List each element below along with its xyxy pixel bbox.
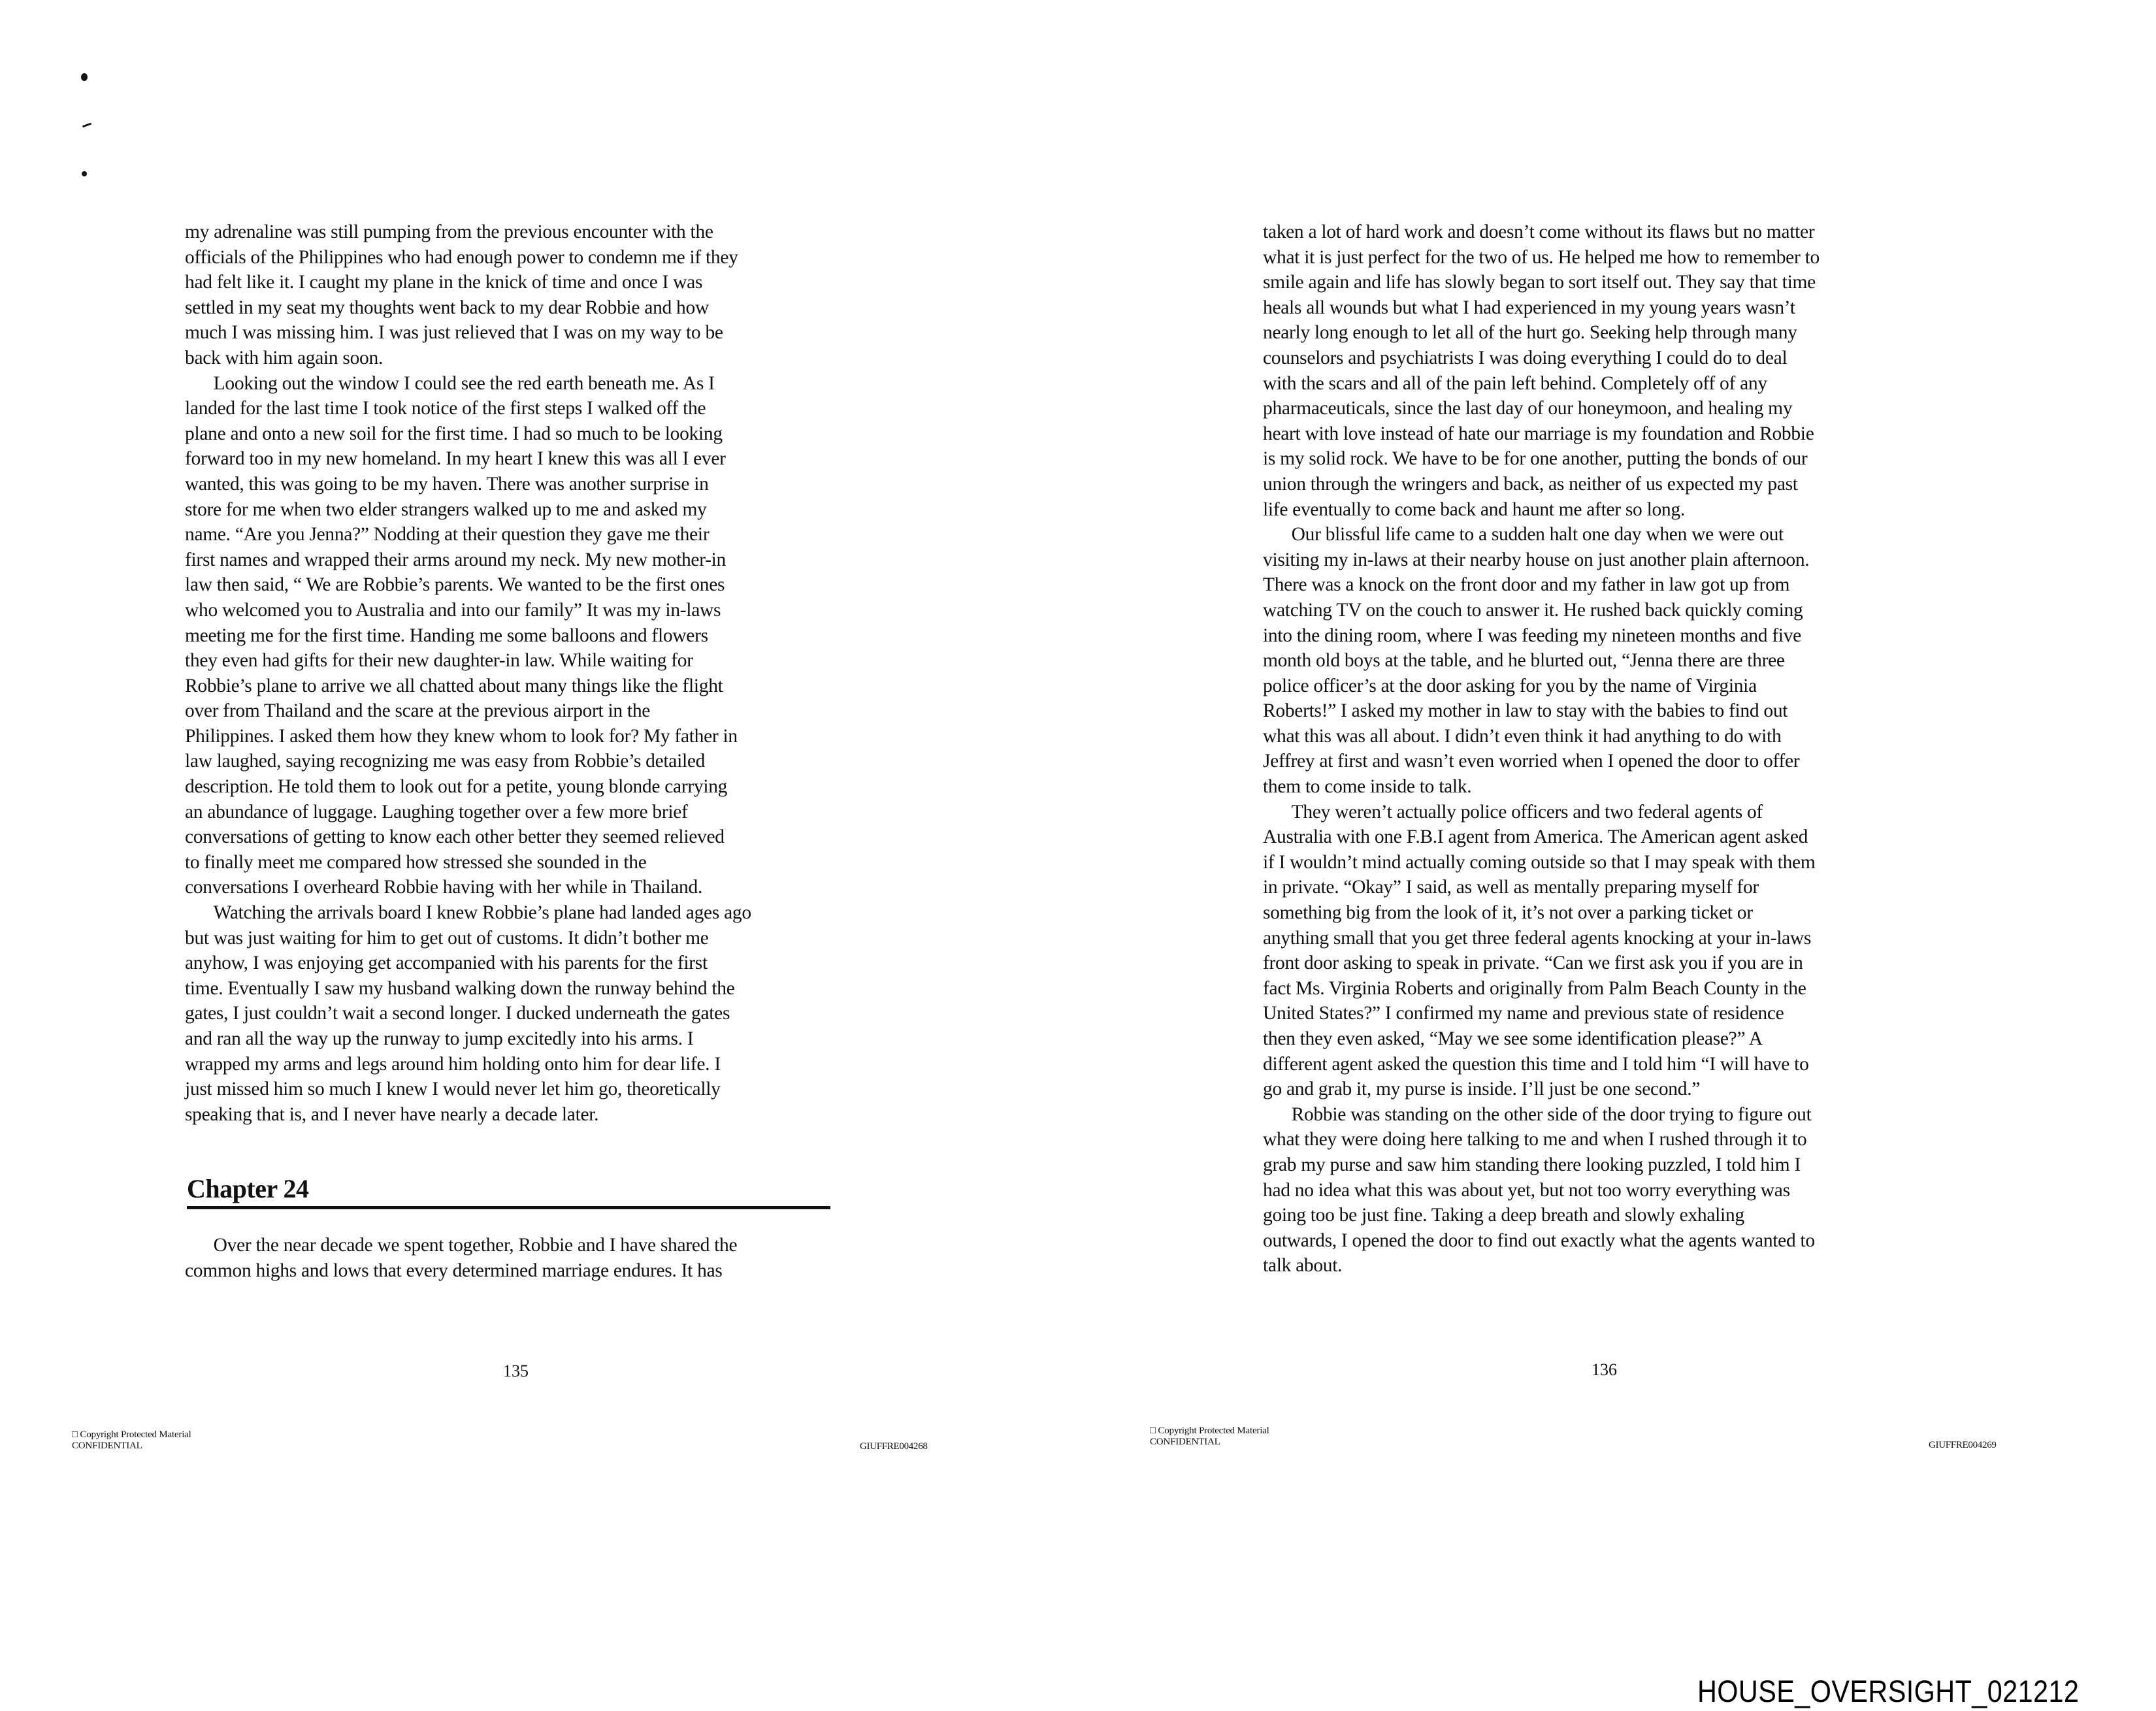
text-line: officials of the Philippines who had enough power to condemn me if they bbox=[185, 246, 738, 268]
text-line: go and grab it, my purse is inside. I’ll just be one second.” bbox=[1263, 1079, 1701, 1100]
chapter-heading: Chapter 24 bbox=[187, 1173, 830, 1209]
text-line: nearly long enough to let all of the hurt go. Seeking help through many bbox=[1263, 322, 1797, 344]
text-line: law then said, “ We are Robbie’s parents. We wanted to be the first ones bbox=[185, 574, 725, 596]
right-page-body-text bbox=[1263, 220, 1820, 1279]
text-line: Over the near decade we spent together, Robbie and I have shared the bbox=[185, 1235, 738, 1256]
text-line: had felt like it. I caught my plane in the knick of time and once I was bbox=[185, 272, 703, 293]
text-line: settled in my seat my thoughts went back to my dear Robbie and how bbox=[185, 297, 709, 318]
text-line: talk about. bbox=[1263, 1255, 1343, 1277]
confidential-line: CONFIDENTIAL bbox=[72, 1441, 142, 1451]
text-line: anyhow, I was enjoying get accompanied with his parents for the first bbox=[185, 953, 708, 974]
text-line: is my solid rock. We have to be for one another, putting the bonds of our bbox=[1263, 448, 1808, 470]
text-line: if I wouldn’t mind actually coming outside so that I may speak with them bbox=[1263, 851, 1816, 873]
text-line: Robbie’s plane to arrive we all chatted about many things like the flight bbox=[185, 675, 723, 696]
text-line: pharmaceuticals, since the last day of our honeymoon, and healing my bbox=[1263, 398, 1793, 419]
copyright-footer bbox=[1150, 1426, 1269, 1448]
text-line: but was just waiting for him to get out of customs. It didn’t bother me bbox=[185, 927, 709, 949]
text-line: to finally meet me compared how stressed she sounded in the bbox=[185, 851, 647, 873]
text-line: Jeffrey at first and wasn’t even worried when I opened the door to offer bbox=[1263, 751, 1800, 772]
text-line: outwards, I opened the door to find out exactly what the agents wanted to bbox=[1263, 1230, 1815, 1251]
text-line: police officer’s at the door asking for you by the name of Virginia bbox=[1263, 675, 1757, 696]
text-line: different agent asked the question this time and I told him “I will have to bbox=[1263, 1053, 1809, 1075]
text-line: visiting my in-laws at their nearby house on just another plain afternoon. bbox=[1263, 549, 1810, 570]
bates-number: GIUFFRE004268 bbox=[860, 1441, 928, 1452]
text-line: wrapped my arms and legs around him holding onto him for dear life. I bbox=[185, 1053, 721, 1075]
text-line: over from Thailand and the scare at the previous airport in the bbox=[185, 700, 651, 722]
text-line: Our blissful life came to a sudden halt one day when we were out bbox=[1263, 524, 1784, 546]
text-line: description. He told them to look out for a petite, young blonde carrying bbox=[185, 776, 728, 798]
text-line: Roberts!” I asked my mother in law to stay with the babies to find out bbox=[1263, 700, 1788, 722]
text-line: forward too in my new homeland. In my heart I knew this was all I ever bbox=[185, 448, 726, 470]
text-line: Robbie was standing on the other side of the door trying to figure out bbox=[1263, 1103, 1812, 1125]
text-line: heart with love instead of hate our marriage is my foundation and Robbie bbox=[1263, 423, 1814, 444]
bates-number: GIUFFRE004269 bbox=[1929, 1440, 1997, 1450]
text-line: and ran all the way up the runway to jump excitedly into his arms. I bbox=[185, 1028, 694, 1049]
chapter-opening-text bbox=[185, 1233, 737, 1283]
text-line: who welcomed you to Australia and into our family” It was my in-laws bbox=[185, 599, 721, 621]
confidential-line: CONFIDENTIAL bbox=[1150, 1437, 1220, 1447]
text-line: them to come inside to talk. bbox=[1263, 776, 1472, 798]
text-line: There was a knock on the front door and my father in law got up from bbox=[1263, 574, 1790, 596]
text-line: going too be just fine. Taking a deep breath and slowly exhaling bbox=[1263, 1205, 1744, 1226]
text-line: much I was missing him. I was just relieved that I was on my way to be bbox=[185, 322, 723, 344]
text-line: store for me when two elder strangers walked up to me and asked my bbox=[185, 498, 707, 520]
text-line: time. Eventually I saw my husband walking down the runway behind the bbox=[185, 977, 735, 999]
text-line: grab my purse and saw him standing there looking puzzled, I told him I bbox=[1263, 1154, 1801, 1175]
text-line: what they were doing here talking to me and when I rushed through it to bbox=[1263, 1129, 1807, 1150]
text-line: heals all wounds but what I had experienced in my young years wasn’t bbox=[1263, 297, 1795, 318]
copyright-line: □ Copyright Protected Material bbox=[1150, 1426, 1269, 1436]
text-line: speaking that is, and I never have nearly a decade later. bbox=[185, 1103, 599, 1125]
text-line: what it is just perfect for the two of us. He helped me how to remember to bbox=[1263, 246, 1820, 268]
text-line: month old boys at the table, and he blurted out, “Jenna there are three bbox=[1263, 650, 1785, 672]
copyright-footer bbox=[72, 1429, 191, 1452]
text-line: conversations I overheard Robbie having with her while in Thailand. bbox=[185, 877, 703, 898]
text-line: they even had gifts for their new daughter-in law. While waiting for bbox=[185, 650, 693, 672]
text-line: an abundance of luggage. Laughing together over a few more brief bbox=[185, 801, 688, 823]
text-line: my adrenaline was still pumping from the previous encounter with the bbox=[185, 221, 713, 242]
text-line: into the dining room, where I was feeding my nineteen months and five bbox=[1263, 625, 1801, 646]
text-line: gates, I just couldn’t wait a second longer. I ducked underneath the gates bbox=[185, 1003, 730, 1024]
text-line: front door asking to speak in private. “Can we first ask you if you are in bbox=[1263, 953, 1803, 974]
text-line: conversations of getting to know each other better they seemed relieved bbox=[185, 826, 725, 848]
text-line: back with him again soon. bbox=[185, 347, 384, 368]
text-line: taken a lot of hard work and doesn’t come without its flaws but no matter bbox=[1263, 221, 1815, 242]
text-line: then they even asked, “May we see some identification please?” A bbox=[1263, 1028, 1763, 1049]
house-oversight-stamp: HOUSE_OVERSIGHT_021212 bbox=[1697, 1674, 2080, 1708]
text-line: counselors and psychiatrists I was doing everything I could do to deal bbox=[1263, 347, 1788, 368]
text-line: with the scars and all of the pain left behind. Completely off of any bbox=[1263, 372, 1767, 394]
text-line: life eventually to come back and haunt me after so long. bbox=[1263, 498, 1685, 520]
text-line: first names and wrapped their arms around my neck. My new mother-in bbox=[185, 549, 727, 570]
text-line: wanted, this was going to be my haven. There was another surprise in bbox=[185, 473, 709, 495]
text-line: just missed him so much I knew I would never let him go, theoretically bbox=[185, 1079, 721, 1100]
text-line: name. “Are you Jenna?” Nodding at their question they gave me their bbox=[185, 524, 710, 546]
right-page bbox=[1078, 0, 2156, 1711]
text-line: watching TV on the couch to answer it. He rushed back quickly coming bbox=[1263, 599, 1803, 621]
text-line: Looking out the window I could see the red earth beneath me. As I bbox=[185, 372, 715, 394]
text-line: union through the wringers and back, as neither of us expected my past bbox=[1263, 473, 1798, 495]
page-number: 136 bbox=[1592, 1360, 1617, 1379]
text-line: meeting me for the first time. Handing me some balloons and flowers bbox=[185, 625, 708, 646]
text-line: Philippines. I asked them how they knew whom to look for? My father in bbox=[185, 725, 738, 747]
text-line: landed for the last time I took notice of the first steps I walked off the bbox=[185, 398, 706, 419]
text-line: smile again and life has slowly began to sort itself out. They say that time bbox=[1263, 272, 1816, 293]
text-line: Watching the arrivals board I knew Robbie’s plane had landed ages ago bbox=[185, 902, 751, 924]
text-line: something big from the look of it, it’s not over a parking ticket or bbox=[1263, 902, 1753, 924]
text-line: what this was all about. I didn’t even think it had anything to do with bbox=[1263, 725, 1782, 747]
text-line: They weren’t actually police officers and two federal agents of bbox=[1263, 801, 1763, 823]
text-line: anything small that you get three federal agents knocking at your in-laws bbox=[1263, 927, 1812, 949]
text-line: United States?” I confirmed my name and previous state of residence bbox=[1263, 1003, 1784, 1024]
text-line: in private. “Okay” I said, as well as mentally preparing myself for bbox=[1263, 877, 1759, 898]
text-line: common highs and lows that every determined marriage endures. It has bbox=[185, 1260, 723, 1281]
text-line: had no idea what this was about yet, but not too worry everything was bbox=[1263, 1179, 1790, 1201]
text-line: fact Ms. Virginia Roberts and originally from Palm Beach County in the bbox=[1263, 977, 1806, 999]
copyright-line: □ Copyright Protected Material bbox=[72, 1429, 191, 1440]
text-line: plane and onto a new soil for the first time. I had so much to be looking bbox=[185, 423, 723, 444]
text-line: law laughed, saying recognizing me was easy from Robbie’s detailed bbox=[185, 751, 706, 772]
left-page-body-text bbox=[185, 220, 751, 1127]
page-number: 135 bbox=[503, 1361, 529, 1380]
text-line: Australia with one F.B.I agent from America. The American agent asked bbox=[1263, 826, 1808, 848]
